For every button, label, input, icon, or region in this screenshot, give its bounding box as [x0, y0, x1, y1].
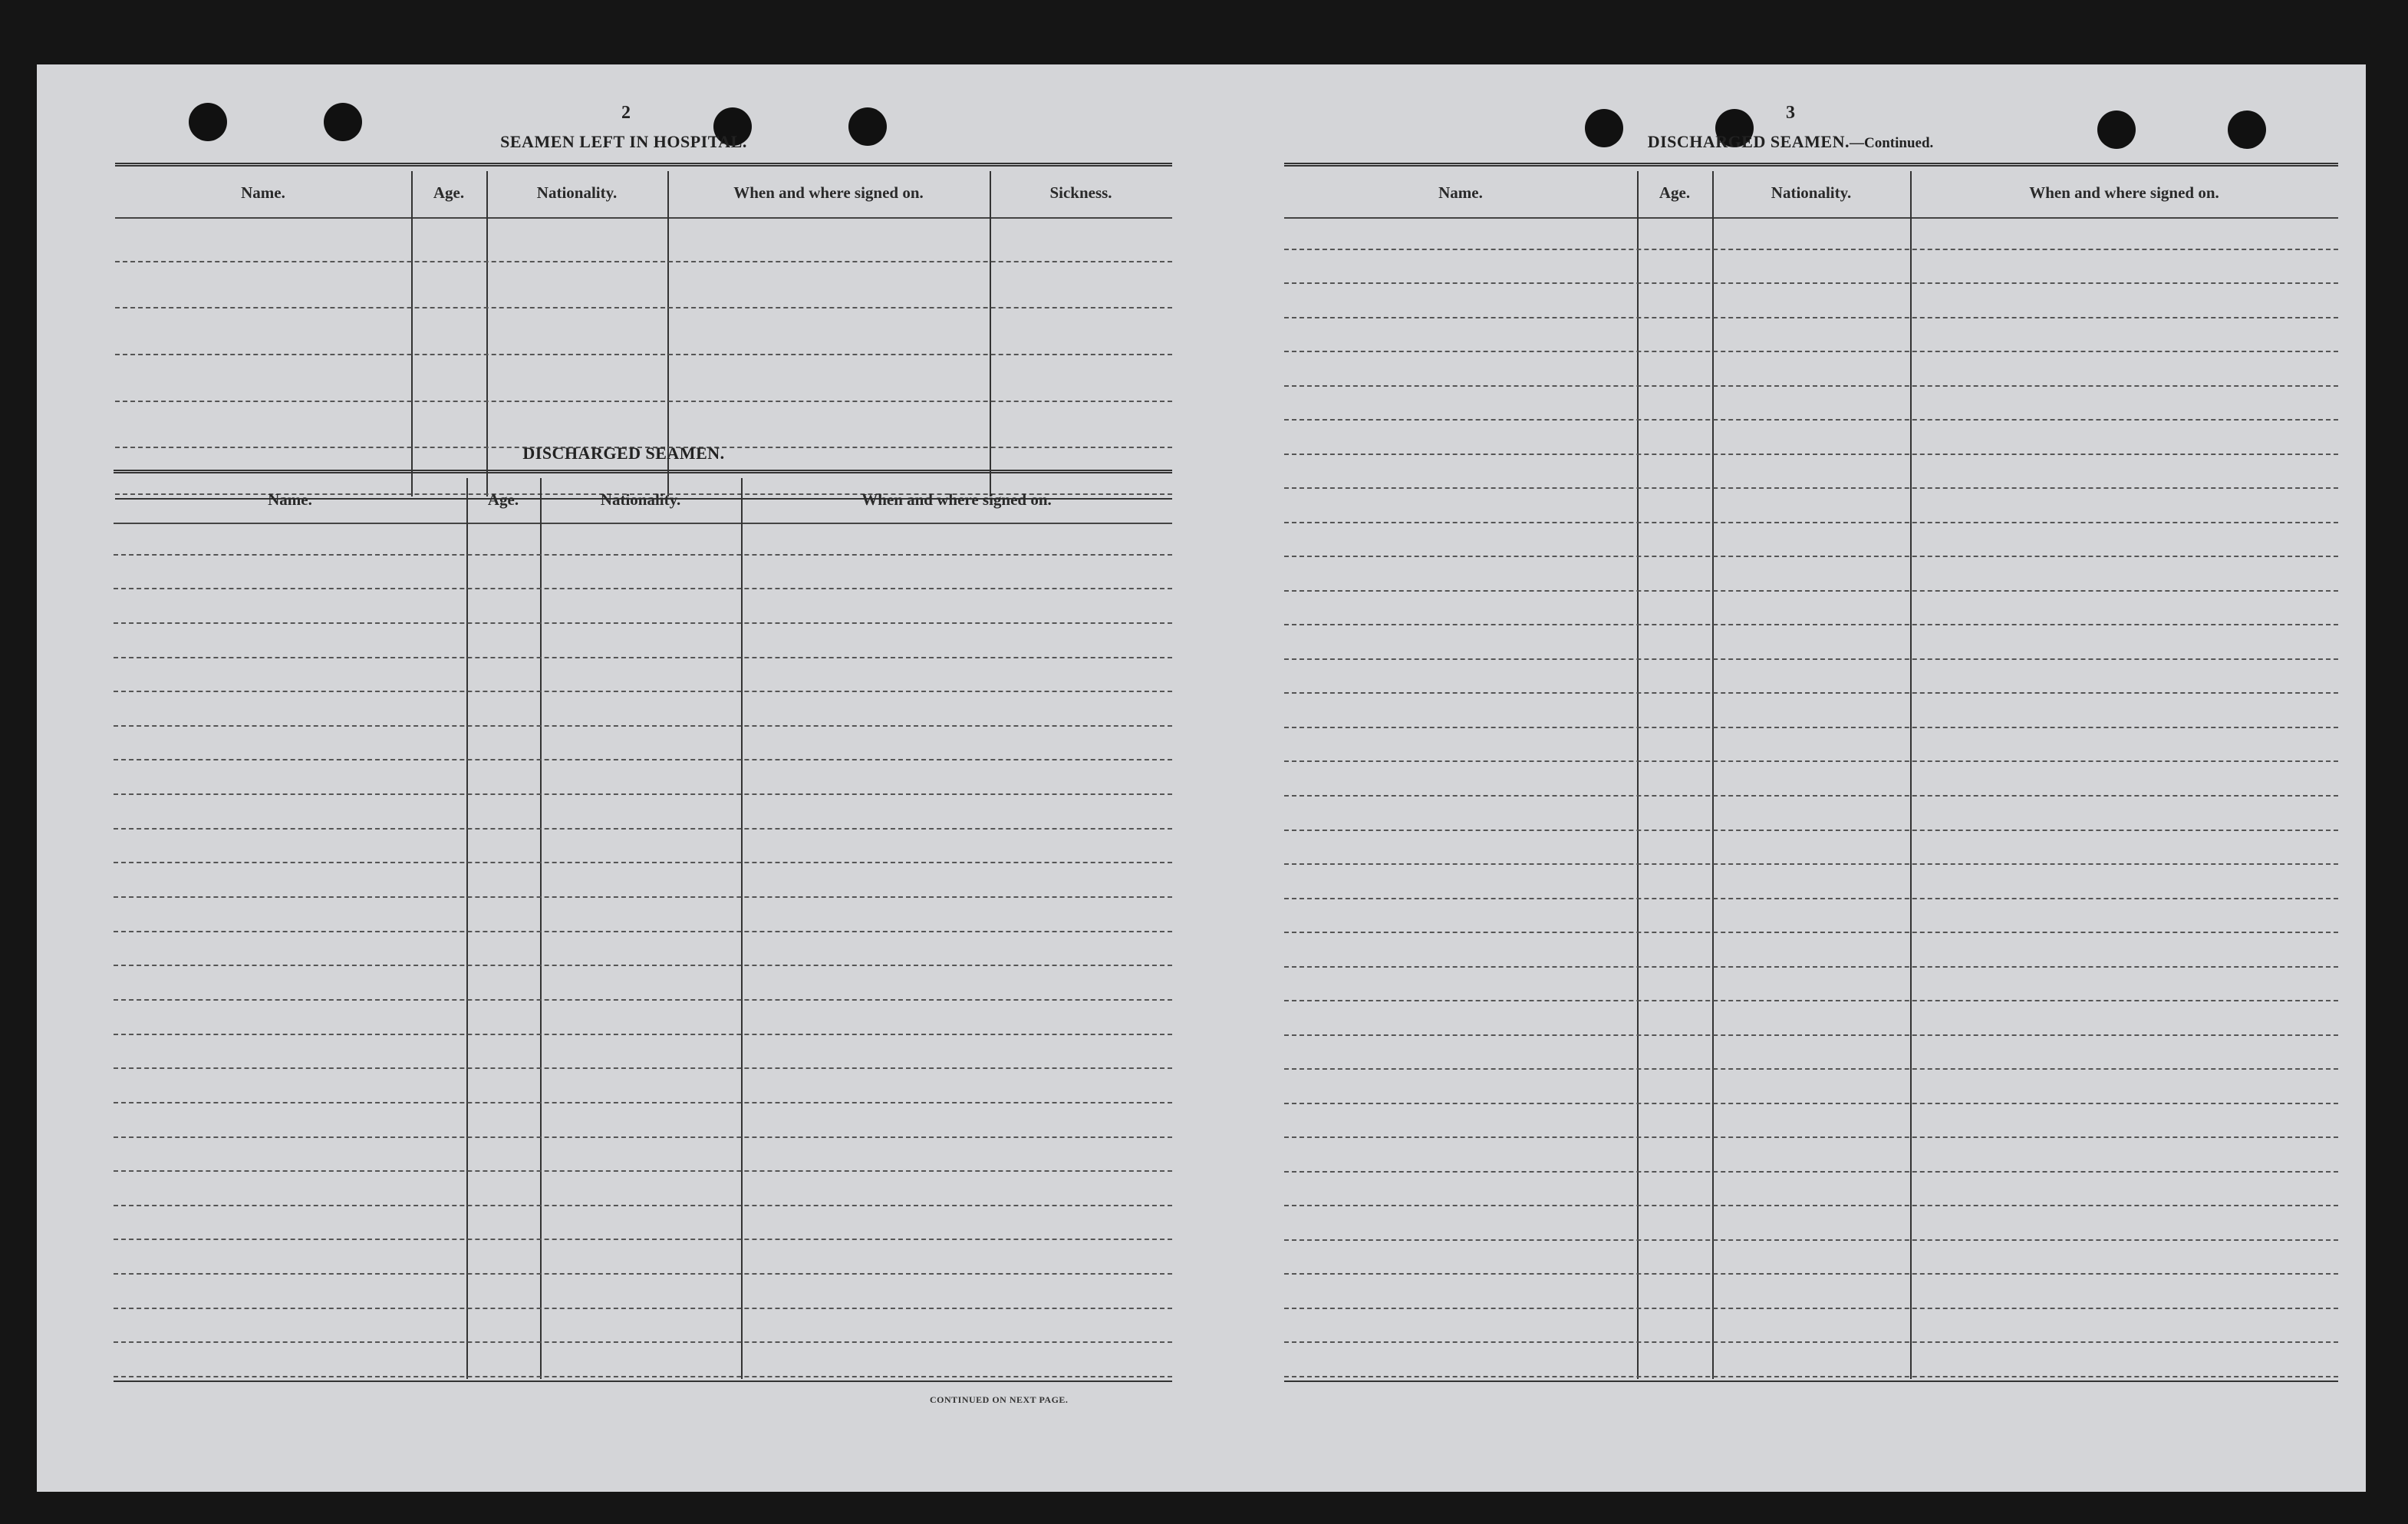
entry-line	[1284, 795, 2338, 797]
discharged-table-right	[1284, 163, 2338, 1379]
entry-line	[114, 554, 1172, 556]
entry-line	[1284, 624, 2338, 625]
entry-line	[114, 1273, 1172, 1275]
section-title-text: DISCHARGED SEAMEN.	[1647, 132, 1850, 151]
column-header-sickness: Sickness.	[1049, 183, 1112, 202]
section-title-suffix: —Continued.	[1849, 135, 1934, 151]
entry-line	[115, 307, 1172, 308]
entry-line	[1284, 932, 2338, 933]
entry-line	[1284, 556, 2338, 557]
entry-line	[1284, 1034, 2338, 1036]
entry-line	[1284, 1308, 2338, 1309]
entry-line	[114, 965, 1172, 966]
entry-line	[114, 1136, 1172, 1138]
entry-line	[114, 725, 1172, 727]
column-header-age: Age.	[433, 183, 465, 202]
entry-line	[1284, 1103, 2338, 1104]
table-bottom-rule	[114, 1381, 1172, 1382]
entry-line	[1284, 1273, 2338, 1275]
punch-hole	[2228, 111, 2266, 149]
punch-hole	[848, 107, 887, 146]
entry-line	[114, 1341, 1172, 1343]
column-header-name: Name.	[268, 490, 312, 509]
entry-line	[1284, 898, 2338, 899]
entry-line	[114, 759, 1172, 760]
entry-line	[1284, 966, 2338, 968]
column-header-name: Name.	[1438, 183, 1483, 202]
column-header-nationality: Nationality.	[1771, 183, 1852, 202]
column-header-age: Age.	[1659, 183, 1691, 202]
entry-line	[1284, 863, 2338, 865]
entry-line	[114, 1102, 1172, 1103]
discharged-table-left	[114, 470, 1172, 1379]
page-number-right: 3	[1786, 103, 1795, 123]
column-header-name: Name.	[241, 183, 285, 202]
punch-hole	[189, 103, 227, 141]
entry-line	[1284, 1068, 2338, 1070]
entry-line	[1284, 487, 2338, 489]
discharged-section-title: DISCHARGED SEAMEN.	[522, 444, 725, 463]
entry-line	[1284, 1171, 2338, 1173]
entry-line	[1284, 692, 2338, 694]
entry-line	[1284, 351, 2338, 352]
column-divider	[540, 478, 542, 1379]
entry-line	[114, 622, 1172, 624]
form-sheet	[37, 64, 2366, 1492]
entry-line	[1284, 282, 2338, 284]
entry-line	[1284, 760, 2338, 762]
column-header-nationality: Nationality.	[536, 183, 618, 202]
entry-line	[1284, 1239, 2338, 1241]
punch-hole	[2097, 111, 2136, 149]
column-header-age: Age.	[487, 490, 519, 509]
entry-line	[114, 691, 1172, 692]
column-divider	[741, 478, 743, 1379]
column-header-signed-on: When and where signed on.	[733, 183, 924, 202]
column-header-signed-on: When and where signed on.	[2029, 183, 2219, 202]
entry-line	[114, 1239, 1172, 1240]
entry-line	[114, 588, 1172, 589]
discharged-continued-title	[1648, 132, 1934, 152]
column-divider	[466, 478, 468, 1379]
entry-line	[114, 1308, 1172, 1309]
entry-line	[114, 657, 1172, 658]
entry-line	[115, 401, 1172, 402]
entry-line	[115, 354, 1172, 355]
page-number-left: 2	[621, 103, 631, 123]
entry-line	[114, 828, 1172, 830]
entry-line	[1284, 317, 2338, 318]
entry-line	[1284, 590, 2338, 592]
entry-line	[1284, 658, 2338, 660]
entry-line	[114, 793, 1172, 795]
entry-line	[114, 896, 1172, 898]
column-divider	[1712, 171, 1714, 1379]
continued-note: CONTINUED ON NEXT PAGE.	[930, 1394, 1069, 1405]
entry-line	[1284, 1376, 2338, 1377]
column-divider	[1910, 171, 1912, 1379]
table-bottom-rule	[1284, 1381, 2338, 1382]
entry-line	[1284, 830, 2338, 831]
column-header-signed-on: When and where signed on.	[861, 490, 1052, 509]
entry-line	[1284, 727, 2338, 728]
punch-hole	[324, 103, 362, 141]
entry-line	[114, 1034, 1172, 1035]
punch-hole	[1585, 109, 1623, 147]
entry-line	[1284, 385, 2338, 387]
entry-line	[115, 261, 1172, 262]
entry-line	[114, 1376, 1172, 1377]
entry-line	[1284, 249, 2338, 250]
entry-line	[1284, 419, 2338, 421]
entry-line	[114, 1067, 1172, 1069]
entry-line	[1284, 522, 2338, 523]
entry-line	[114, 862, 1172, 863]
entry-line	[114, 999, 1172, 1001]
column-header-nationality: Nationality.	[600, 490, 681, 509]
entry-line	[114, 1205, 1172, 1206]
entry-line	[114, 1170, 1172, 1172]
entry-line	[1284, 1000, 2338, 1001]
entry-line	[1284, 1341, 2338, 1343]
entry-line	[1284, 454, 2338, 455]
column-divider	[1637, 171, 1639, 1379]
hospital-section-title: SEAMEN LEFT IN HOSPITAL.	[500, 132, 747, 151]
entry-line	[1284, 1205, 2338, 1206]
entry-line	[1284, 1136, 2338, 1138]
entry-line	[114, 931, 1172, 932]
